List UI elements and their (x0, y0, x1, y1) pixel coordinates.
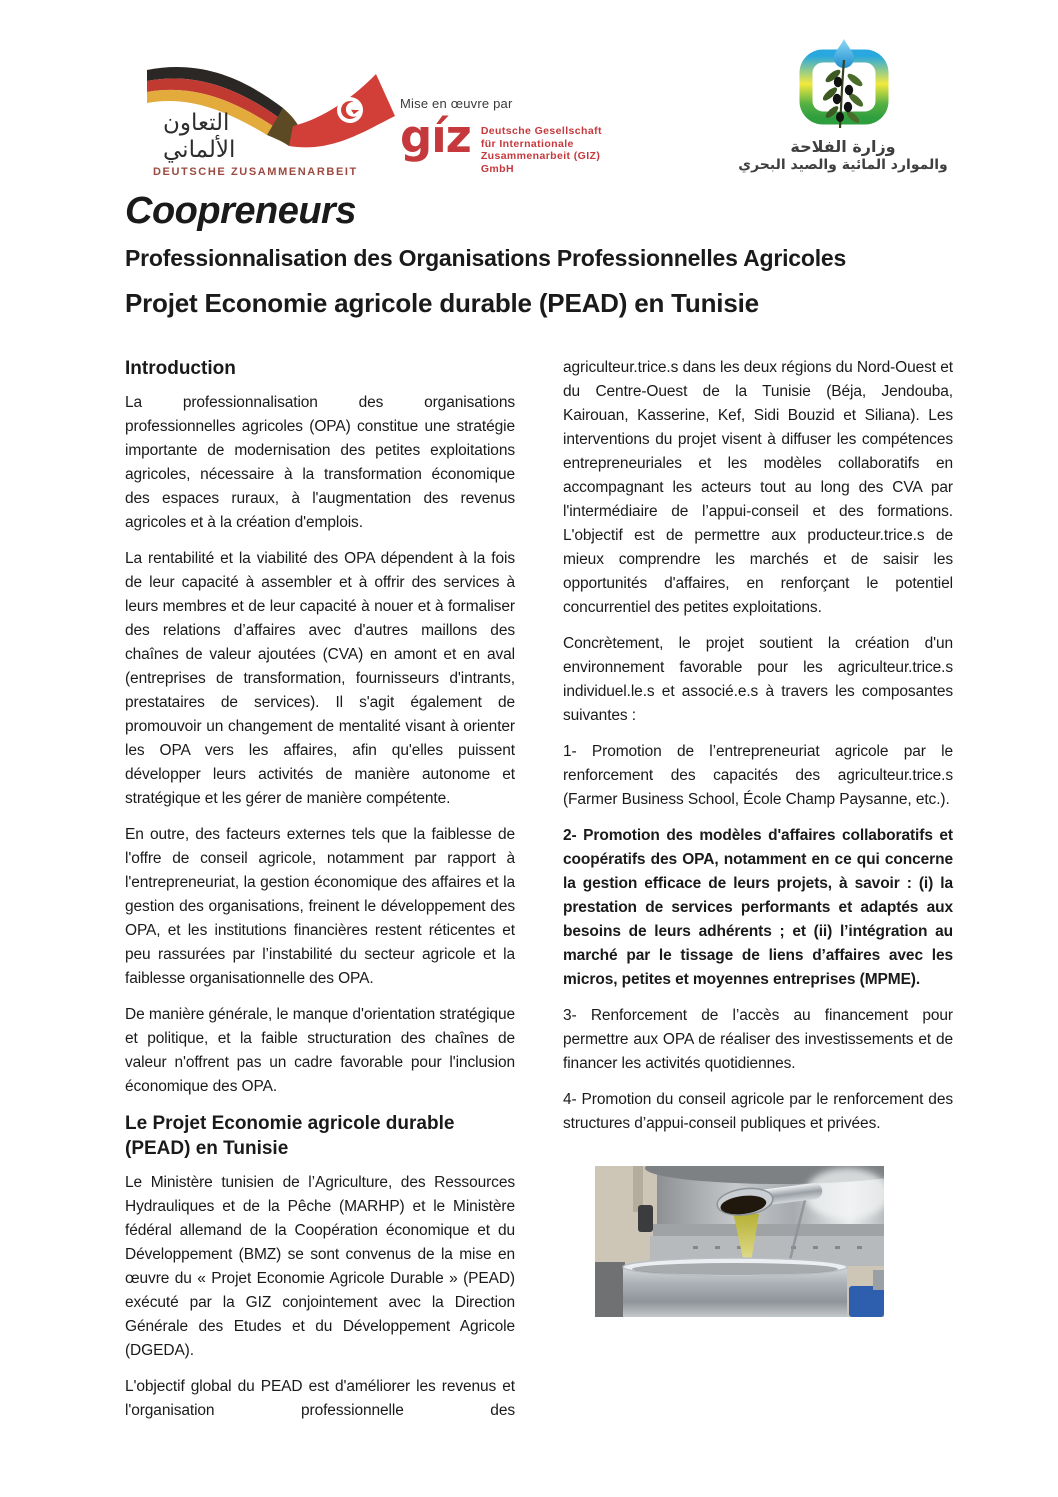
ministry-logo-block (733, 38, 953, 173)
paragraph: La rentabilité et la viabilité des OPA dépendent à la fois de leur capacité à assembler et à offrir des services à leurs membres et de leur capacité à nouer et à formaliser des relations d’affaires avec d'autres maillons des chaînes de valeur ajoutées (CVA) en amont et en aval (entreprises de transformation, fournisseurs d'intrants, prestataires de services). Il s'agit également de promouvoir un changement de mentalité visant à orienter les OPA vers les affaires, afin qu'elles puissent développer leurs activités de manière autonome et stratégique et les gérer de manière compétente. (125, 550, 515, 807)
photo-olive-oil-press (595, 1166, 884, 1317)
giz-logo: gíz (400, 110, 471, 163)
paragraph: De manière générale, le manque d'orientation stratégique et politique, et la faible structuration des chaînes de valeur n'offrent pas un cadre favorable pour l'inclusion économique des OPA. (125, 1006, 515, 1095)
paragraph: L'objectif global du PEAD est d'améliorer les revenus et l'organisation professionnelle des (125, 1378, 515, 1419)
subtitle: Professionnalisation des Organisations Professionnelles Agricoles (125, 245, 847, 271)
left-column (125, 356, 515, 1435)
project-title: Projet Economie agricole durable (PEAD) en Tunisie (125, 288, 759, 318)
paragraph: 3- Renforcement de l’accès au financement pour permettre aux OPA de réaliser des investissements et de financer les activités quotidiennes. (563, 1007, 953, 1072)
coop-caption: DEUTSCHE ZUSAMMENARBEIT (153, 166, 358, 178)
paragraph: 1- Promotion de l’entrepreneuriat agricole par le renforcement des capacités des agriculteur.trice.s (Farmer Business School, École Champ Paysanne, etc.). (563, 743, 953, 808)
section-heading: Le Projet Economie agricole durable (PEAD) en Tunisie (125, 1113, 455, 1159)
ministry-name-line2: والموارد المائية والصيد البحري (738, 157, 948, 173)
coop-arabic-text: التعاون الألماني (163, 110, 236, 163)
paragraph: Concrètement, le projet soutient la création d'un environnement favorable pour les agriculteur.trice.s individuel.le.s et associé.e.s à travers les composantes suivantes : (563, 635, 953, 724)
paragraph: agriculteur.trice.s dans les deux régions du Nord-Ouest et du Centre-Ouest de la Tunisie (Béja, Jendouba, Kairouan, Kasserine, Kef, Sidi Bouzid et Siliana). Les interventions du projet visent à diffuser les compétences entrepreneuriales et les modèles collaboratifs en accompagnant les acteurs tout au long des CVA par l'intermédiaire de l’appui-conseil et des formations. L'objectif est de permettre aux producteur.trice.s de mieux comprendre les marchés et de saisir les opportunités d'affaires, en renforçant le potentiel concurrentiel des petites exploitations. (563, 359, 953, 616)
paragraph: La professionnalisation des organisations professionnelles agricoles (OPA) constitue une stratégie importante de modernisation des petites exploitations agricoles, nécessaire à la transformation économique des espaces ruraux, à l'augmentation des revenus agricoles et à la création d'emplois. (125, 394, 515, 531)
title-block (125, 190, 955, 319)
paragraph: Le Ministère tunisien de l’Agriculture, des Ressources Hydrauliques et de la Pêche (MARHP) et le Ministère fédéral allemand de la Coopération économique et du Développement (BMZ) se sont convenus de la mise en œuvre du « Projet Economie Agricole Durable » (PEAD) exécuté par la GIZ conjointement avec la Direction Générale des Etudes et du Développement Agricole (DGEDA). (125, 1174, 515, 1359)
giz-logo-block (400, 96, 630, 175)
german-cooperation-logo (143, 60, 403, 190)
paragraph-bold: 2- Promotion des modèles d'affaires collaboratifs et coopératifs des OPA, notamment en ce qui concerne la gestion efficace de leurs projets, à savoir : (i) la prestation de services performants et adaptés aux besoins de leurs adhérents ; et (ii) l’intégration au marché par le tissage de liens d’affaires avec les micros, petites et moyennes entreprises (MPME). (563, 827, 953, 988)
brand-title: Coopreneurs (125, 190, 356, 232)
paragraph: En outre, des facteurs externes tels que la faiblesse de l'offre de conseil agricole, notamment par rapport à l'entrepreneuriat, la gestion économique des affaires et la gestion des organisations, freinent le développement des OPA, et les institutions financières restent réticentes et peu rassurées par l’instabilité du secteur agricole et la faiblesse organisationnelle des OPA. (125, 826, 515, 987)
giz-company-name: Deutsche Gesellschaft für Internationale Zusammenarbeit (GIZ) GmbH (480, 125, 602, 175)
intro-heading: Introduction (125, 358, 236, 379)
ministry-name-line1: وزارة الفلاحة (790, 137, 896, 156)
ministry-logo (773, 38, 913, 130)
body-columns (125, 356, 953, 1435)
implemented-by-label: Mise en œuvre par (400, 96, 513, 111)
right-column (563, 356, 953, 1435)
paragraph: 4- Promotion du conseil agricole par le renforcement des structures d’appui-conseil publiques et privées. (563, 1091, 953, 1132)
header (0, 0, 1058, 190)
